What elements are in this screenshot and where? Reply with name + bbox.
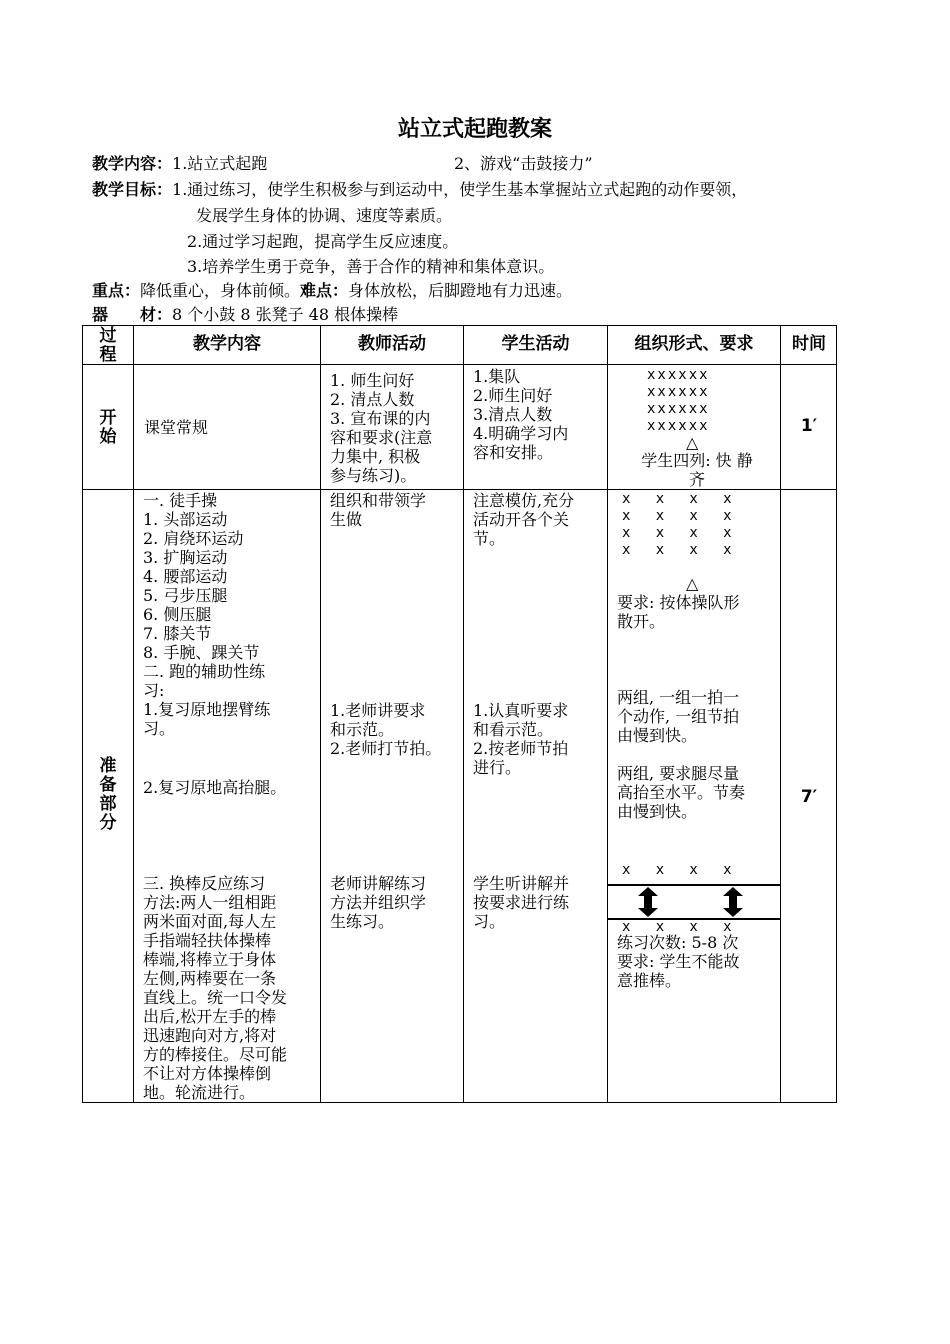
start-student-line: 4.明确学习内 bbox=[473, 424, 569, 443]
prep-content3-line: 方法:两人一组相距 bbox=[143, 893, 277, 912]
teaching-content-item2: 2、游戏“击鼓接力” bbox=[454, 154, 593, 173]
start-org-text bbox=[622, 451, 772, 489]
prep-teacher-3 bbox=[330, 874, 460, 931]
teaching-content-item1: 1.站立式起跑 bbox=[172, 154, 268, 173]
prep-teacher-line: 组织和带领学 bbox=[330, 491, 427, 510]
prep-teacher-position-icon: △ bbox=[686, 574, 699, 593]
prep-content-line: 2. 肩绕环运动 bbox=[143, 529, 244, 548]
start-student-line: 2.师生问好 bbox=[473, 386, 553, 405]
prep-teacher-2 bbox=[330, 701, 460, 758]
col-sep-3 bbox=[463, 325, 464, 1103]
teaching-content-label: 教学内容： bbox=[92, 154, 173, 173]
prep-org-line: 个动作, 一组节拍 bbox=[617, 707, 740, 726]
prep-org-line: 两组, 一组一拍一 bbox=[617, 688, 740, 707]
prep-content-line: 一. 徒手操 bbox=[143, 491, 218, 510]
lesson-table bbox=[82, 325, 837, 1103]
prep-content-line: 1. 头部运动 bbox=[143, 510, 228, 529]
start-formation-row: xxxxxx bbox=[647, 418, 710, 434]
prep-content-line: 4. 腰部运动 bbox=[143, 567, 228, 586]
prep-org-line: 由慢到快。 bbox=[617, 802, 698, 821]
prep-student-line: 和看示范。 bbox=[473, 720, 554, 739]
col-sep-1 bbox=[133, 325, 134, 1103]
prep-student-line: 节。 bbox=[473, 529, 506, 548]
start-formation-row: xxxxxx bbox=[647, 384, 710, 400]
prep-teacher-line: 老师讲解练习 bbox=[330, 874, 427, 893]
start-teacher-line: 参与练习)。 bbox=[330, 466, 417, 485]
prep-formation-row: x x x x bbox=[622, 525, 732, 541]
start-teacher-line: 3. 宣布课的内 bbox=[330, 409, 431, 428]
teaching-goals-label: 教学目标： bbox=[92, 180, 173, 199]
start-teacher-line: 1. 师生问好 bbox=[330, 371, 415, 390]
prep-org-line: 意推棒。 bbox=[617, 971, 682, 990]
prep-teacher-line: 1.老师讲要求 bbox=[330, 701, 426, 720]
header-org: 组织形式、要求 bbox=[634, 334, 754, 354]
header-row-separator bbox=[82, 364, 837, 365]
start-teacher-line: 2. 清点人数 bbox=[330, 390, 415, 409]
prep-content3-line: 三. 换棒反应练习 bbox=[143, 874, 266, 893]
prep-content-line: 3. 扩胸运动 bbox=[143, 548, 228, 567]
prep-org-line: 要求: 学生不能故 bbox=[617, 952, 740, 971]
prep-content-line: 1.复习原地摆臂练 bbox=[143, 700, 271, 719]
prep-content3-line: 手指端轻扶体操棒 bbox=[143, 931, 272, 950]
prep-content-line: 二. 跑的辅助性练 bbox=[143, 662, 266, 681]
header-content: 教学内容 bbox=[193, 334, 261, 354]
prep-student-1 bbox=[473, 491, 603, 548]
header-student: 学生活动 bbox=[501, 334, 570, 354]
prep-student-line: 2.按老师节拍 bbox=[473, 739, 569, 758]
prep-formation-row: x x x x bbox=[622, 542, 732, 558]
prep-student-line: 1.认真听要求 bbox=[473, 701, 569, 720]
prep-content3-line: 方的棒接住。尽可能 bbox=[143, 1045, 288, 1064]
start-teacher-position-icon: △ bbox=[686, 433, 699, 452]
start-org-line: 齐 bbox=[688, 470, 705, 489]
pair-row-bottom: x x x x bbox=[622, 919, 732, 935]
table-border-right bbox=[836, 325, 837, 1103]
prep-content3-line: 左侧,两棒要在一条 bbox=[143, 969, 277, 988]
equipment-text: 8 个小鼓 8 张凳子 48 根体操棒 bbox=[172, 305, 399, 324]
prep-content-3 bbox=[143, 874, 319, 1102]
start-student bbox=[473, 367, 603, 462]
prep-formation-row: x x x x bbox=[622, 508, 732, 524]
keypoint-text: 降低重心，身体前倾。 bbox=[140, 281, 301, 300]
start-content: 课堂常规 bbox=[144, 418, 209, 437]
prep-content3-line: 直线上。统一口令发 bbox=[143, 988, 288, 1007]
prep-content-2: 2.复习原地高抬腿。 bbox=[143, 778, 287, 797]
prep-student-3 bbox=[473, 874, 603, 931]
prep-student-line: 习。 bbox=[473, 912, 506, 931]
prep-student-line: 注意模仿,充分 bbox=[473, 491, 575, 510]
prep-content-line: 5. 弓步压腿 bbox=[143, 586, 228, 605]
prep-student-line: 学生听讲解并 bbox=[473, 874, 570, 893]
table-border-left bbox=[82, 325, 83, 1103]
prep-teacher-line: 生练习。 bbox=[330, 912, 395, 931]
start-student-line: 1.集队 bbox=[473, 367, 521, 386]
pair-line-top bbox=[608, 884, 780, 886]
start-formation-row: xxxxxx bbox=[647, 401, 710, 417]
equipment-label: 器 材： bbox=[92, 305, 173, 324]
keypoint-label: 重点： bbox=[92, 281, 141, 300]
prep-teacher-line: 2.老师打节拍。 bbox=[330, 739, 442, 758]
prep-org-line: 练习次数: 5-8 次 bbox=[617, 933, 739, 952]
prep-org-line: 由慢到快。 bbox=[617, 726, 698, 745]
start-student-line: 3.清点人数 bbox=[473, 405, 553, 424]
start-teacher bbox=[330, 371, 460, 485]
prep-org-2 bbox=[617, 688, 777, 745]
prep-org-1 bbox=[617, 593, 777, 631]
start-org-line: 学生四列: 快 静 bbox=[641, 451, 753, 470]
start-time: 1′ bbox=[800, 416, 818, 436]
prep-content3-line: 棒端,将棒立于身体 bbox=[143, 950, 277, 969]
start-row-separator bbox=[82, 489, 837, 490]
header-process: 过程 bbox=[99, 326, 117, 365]
prep-content3-line: 出后,松开左手的棒 bbox=[143, 1007, 277, 1026]
prep-student-2 bbox=[473, 701, 603, 777]
prep-content-line: 8. 手腕、踝关节 bbox=[143, 643, 260, 662]
prep-org-3 bbox=[617, 764, 777, 821]
prep-org-line: 高抬至水平。节奏 bbox=[617, 783, 746, 802]
goal-2: 2.通过学习起跑，提高学生反应速度。 bbox=[187, 232, 459, 251]
header-teacher: 教师活动 bbox=[358, 334, 426, 354]
difficulty-text: 身体放松，后脚蹬地有力迅速。 bbox=[348, 281, 573, 300]
table-border-bottom bbox=[82, 1102, 837, 1103]
difficulty-label: 难点： bbox=[300, 281, 349, 300]
prep-org-line: 散开。 bbox=[617, 612, 666, 631]
stage-prep: 准备部分 bbox=[99, 756, 117, 833]
teaching-content-line bbox=[92, 154, 267, 174]
double-arrow-icon bbox=[723, 887, 743, 917]
prep-teacher-1 bbox=[330, 491, 460, 529]
prep-student-line: 按要求进行练 bbox=[473, 893, 570, 912]
start-student-line: 容和安排。 bbox=[473, 443, 554, 462]
prep-content3-line: 地。轮流进行。 bbox=[143, 1083, 256, 1102]
table-border-top bbox=[82, 325, 837, 326]
start-teacher-line: 容和要求(注意 bbox=[330, 428, 433, 447]
prep-content3-line: 迅速跑向对方,将对 bbox=[143, 1026, 277, 1045]
goal-1b: 发展学生身体的协调、速度等素质。 bbox=[196, 206, 453, 225]
prep-content-line: 习。 bbox=[143, 719, 176, 738]
start-formation-row: xxxxxx bbox=[647, 367, 710, 383]
prep-content3-line: 两米面对面,每人左 bbox=[143, 912, 277, 931]
teaching-goals-line1 bbox=[92, 180, 747, 200]
prep-org-4 bbox=[617, 933, 777, 990]
stage-start: 开始 bbox=[99, 408, 117, 447]
col-sep-2 bbox=[320, 325, 321, 1103]
prep-formation-row: x x x x bbox=[622, 491, 732, 507]
double-arrow-icon bbox=[638, 887, 658, 917]
prep-org-line: 两组, 要求腿尽量 bbox=[617, 764, 740, 783]
page-title: 站立式起跑教案 bbox=[397, 117, 552, 142]
prep-student-line: 活动开各个关 bbox=[473, 510, 570, 529]
goal-1a: 1.通过练习，使学生积极参与到运动中，使学生基本掌握站立式起跑的动作要领， bbox=[172, 180, 748, 199]
prep-student-line: 进行。 bbox=[473, 758, 522, 777]
goal-3: 3.培养学生勇于竞争，善于合作的精神和集体意识。 bbox=[187, 257, 555, 276]
prep-teacher-line: 生做 bbox=[330, 510, 363, 529]
prep-content-1 bbox=[143, 491, 319, 738]
prep-content-line: 习: bbox=[143, 681, 165, 700]
prep-teacher-line: 方法并组织学 bbox=[330, 893, 427, 912]
start-teacher-line: 力集中, 积极 bbox=[330, 447, 421, 466]
prep-org-line: 要求: 按体操队形 bbox=[617, 593, 740, 612]
prep-content-line: 6. 侧压腿 bbox=[143, 605, 212, 624]
prep-content-line: 7. 膝关节 bbox=[143, 624, 212, 643]
prep-teacher-line: 和示范。 bbox=[330, 720, 395, 739]
prep-time: 7′ bbox=[800, 787, 818, 807]
pair-row-top: x x x x bbox=[622, 862, 732, 878]
col-sep-4 bbox=[607, 325, 608, 1103]
col-sep-5 bbox=[780, 325, 781, 1103]
header-time: 时间 bbox=[792, 334, 826, 354]
prep-content3-line: 不让对方体操棒倒 bbox=[143, 1064, 272, 1083]
keypoints-line bbox=[92, 281, 572, 301]
equipment-line bbox=[92, 305, 398, 325]
